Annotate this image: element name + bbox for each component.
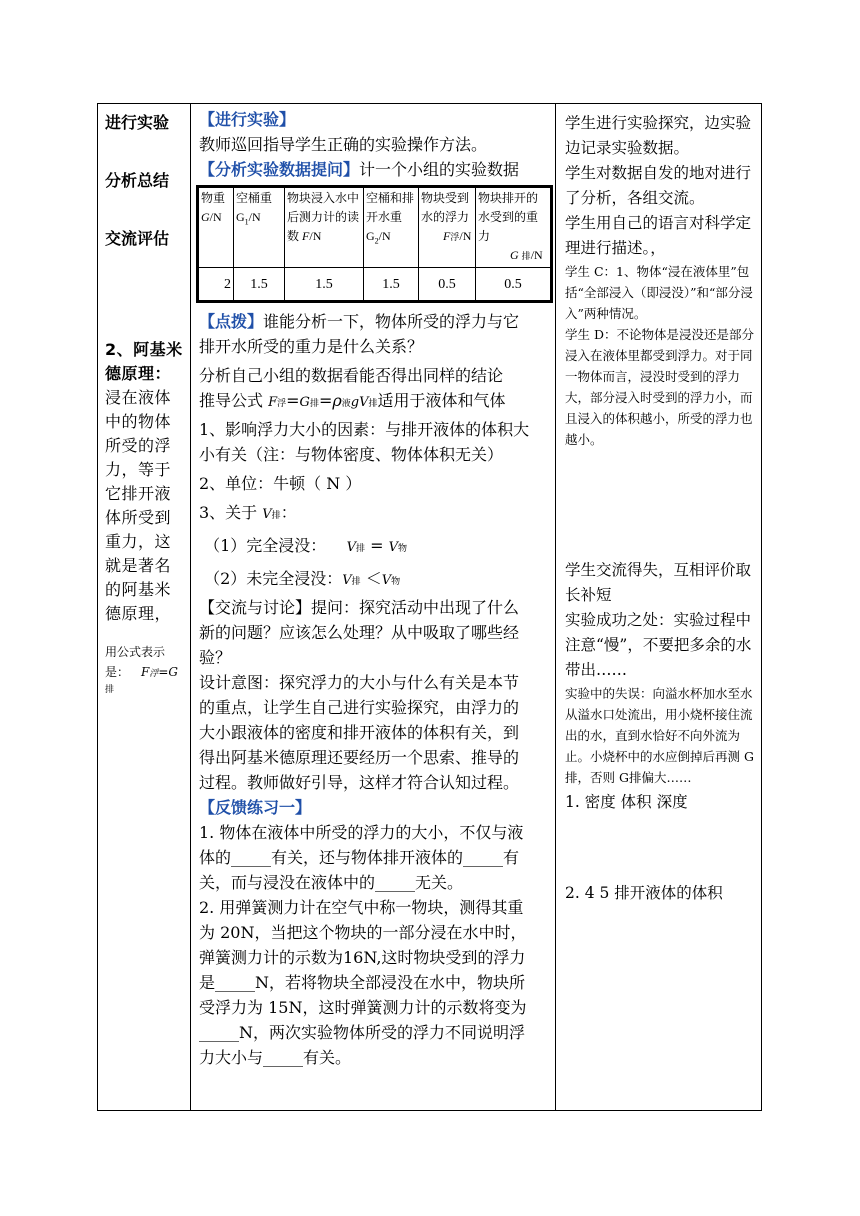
stage-label: 分析总结 xyxy=(105,171,170,190)
table-cell: 1.5 xyxy=(234,268,285,301)
design-line: 设计意图：探究浮力的大小与什么有关是本节 xyxy=(199,673,520,692)
table-cell: 1.5 xyxy=(364,268,419,301)
table-header: 物块受到水的浮力 F浮/N xyxy=(419,188,476,268)
table-header: 空桶重 $G_1/N$ xyxy=(234,188,285,268)
factor-line: 小有关（注：与物体密度、物体体积无关） xyxy=(199,445,504,464)
teacher-line: 教师巡回指导学生正确的实验操作方法。 xyxy=(199,135,488,154)
question-line: 关，而与浸没在液体中的_____无关。 xyxy=(199,873,464,892)
tip-text: 排开水所受的重力是什么关系？ xyxy=(199,337,424,356)
factor-line: 1、影响浮力大小的因素：与排开液体的体积大 xyxy=(199,420,530,439)
question-line: 2. 用弹簧测力计在空气中称一物块，测得其重 xyxy=(199,898,524,917)
student-d-note: 学生 D：不论物体是浸没还是部分浸入在液体里都受到浮力。对于同一物体而言，浸没时受到的浮力大，部分浸入时受到的浮力小，而且浸入的体积越小，所受的浮力也越小。 xyxy=(565,327,754,447)
archimedes-title: 2、阿基米德原理： xyxy=(105,340,183,383)
question-line: _____N，两次实验物体所受的浮力不同说明浮 xyxy=(199,1023,526,1042)
question-line: 力大小与_____有关。 xyxy=(199,1048,352,1067)
tip-text: 谁能分析一下，物体所受的浮力与它 xyxy=(263,312,520,331)
design-line: 得出阿基米德原理还要经历一个思索、推导的 xyxy=(199,748,520,767)
student-c-note: 学生 C：1、物体“浸在液体里”包括“全部浸入（即浸没）”和“部分浸入”两种情况。 xyxy=(565,264,753,321)
student-note: 学生用自己的语言对科学定理进行描述。， xyxy=(565,214,752,257)
question-line: 为 20N，当把这个物块的一部分浸在水中时， xyxy=(199,923,527,942)
analyze-line: 分析自己小组的数据看能否得出同样的结论 xyxy=(199,366,504,385)
design-line: 的重点，让学生自己进行实验探究，由浮力的 xyxy=(199,698,520,717)
student-note: 学生进行实验探究，边实验边记录实验数据。 xyxy=(565,114,752,157)
success-note: 实验成功之处：实验过程中注意“慢”，不要把多余的水带出…… xyxy=(565,611,752,679)
discuss-line: 【交流与讨论】提问：探究活动中出现了什么 xyxy=(199,598,520,617)
question-line: 体的_____有关，还与物体排开液体的_____有 xyxy=(199,848,520,867)
unit-line: 2、单位：牛顿（ N ） xyxy=(199,474,362,493)
question-line: 是_____N，若将物块全部浸没在水中，物块所 xyxy=(199,973,526,992)
formula-line: 推导公式 F浮=G排=ρ液gV排适用于液体和气体 xyxy=(199,391,506,410)
question-line: 受浮力为 15N，这时弹簧测力计的示数将变为 xyxy=(199,998,527,1017)
table-header: 物块浸入水中后测力计的读数 F/N xyxy=(285,188,364,268)
heading-tip: 【点拨】 xyxy=(199,312,264,331)
student-column xyxy=(556,104,761,1110)
discuss-line: 验？ xyxy=(199,648,232,667)
design-line: 过程。教师做好引导，这样才符合认知过程。 xyxy=(199,773,520,792)
vpai-line: 3、关于 V排： xyxy=(199,503,297,522)
student-note: 学生交流得失，互相评价取长补短 xyxy=(565,561,752,604)
formula-intro: 用公式表示是： xyxy=(105,645,166,679)
lesson-table xyxy=(97,103,762,1111)
design-line: 大小跟液体的密度和排开液体的体积有关，到 xyxy=(199,723,520,742)
student-note: 学生对数据自发的地对进行了分析，各组交流。 xyxy=(565,164,752,207)
partial-immersion-line: （2）未完全浸没：V排 ＜V物 xyxy=(199,569,401,588)
table-cell: 1.5 xyxy=(285,268,364,301)
stage-column xyxy=(98,104,190,1110)
table-cell: 0.5 xyxy=(476,268,551,301)
question-line: 1. 物体在液体中所受的浮力的大小，不仅与液 xyxy=(199,823,524,842)
question-line: 弹簧测力计的示数为16N,这时物块受到的浮力 xyxy=(199,948,526,967)
formula: F浮=G xyxy=(141,665,178,679)
formula-sub: 排 xyxy=(105,685,115,695)
heading-feedback: 【反馈练习一】 xyxy=(199,798,312,817)
answer-1: 1. 密度 体积 深度 xyxy=(565,793,688,811)
discuss-line: 新的问题？应该怎么处理？从中吸取了哪些经 xyxy=(199,623,520,642)
archimedes-body: 浸在液体中的物体所受的浮力，等于它排开液体所受到重力，这就是著名的阿基米德原理， xyxy=(105,388,172,623)
teacher-column xyxy=(191,104,555,1110)
heading-analysis: 【分析实验数据提问】 xyxy=(199,160,360,179)
analysis-tail: 计一个小组的实验数据 xyxy=(359,160,520,179)
data-table xyxy=(196,185,553,303)
answer-2: 2. 4 5 排开液体的体积 xyxy=(565,884,723,902)
table-header: 物重 G/N xyxy=(199,188,234,268)
mistake-note: 实验中的失误：向溢水杯加水至水从溢水口处流出，用小烧杯接住流出的水，直到水恰好不向外流为止。小烧杯中的水应倒掉后再测 G排，否则 G排偏大…… xyxy=(565,686,754,785)
stage-label: 进行实验 xyxy=(105,113,170,132)
heading-experiment: 【进行实验】 xyxy=(199,110,296,129)
table-header: 物块排开的水受到的重力 G 排/N xyxy=(476,188,551,268)
stage-label: 交流评估 xyxy=(105,229,170,248)
table-cell: 0.5 xyxy=(419,268,476,301)
table-header: 空桶和排开水重$G_2/N$ xyxy=(364,188,419,268)
table-cell: 2 xyxy=(199,268,234,301)
full-immersion-line: （1）完全浸没： V排 = V物 xyxy=(199,536,408,555)
